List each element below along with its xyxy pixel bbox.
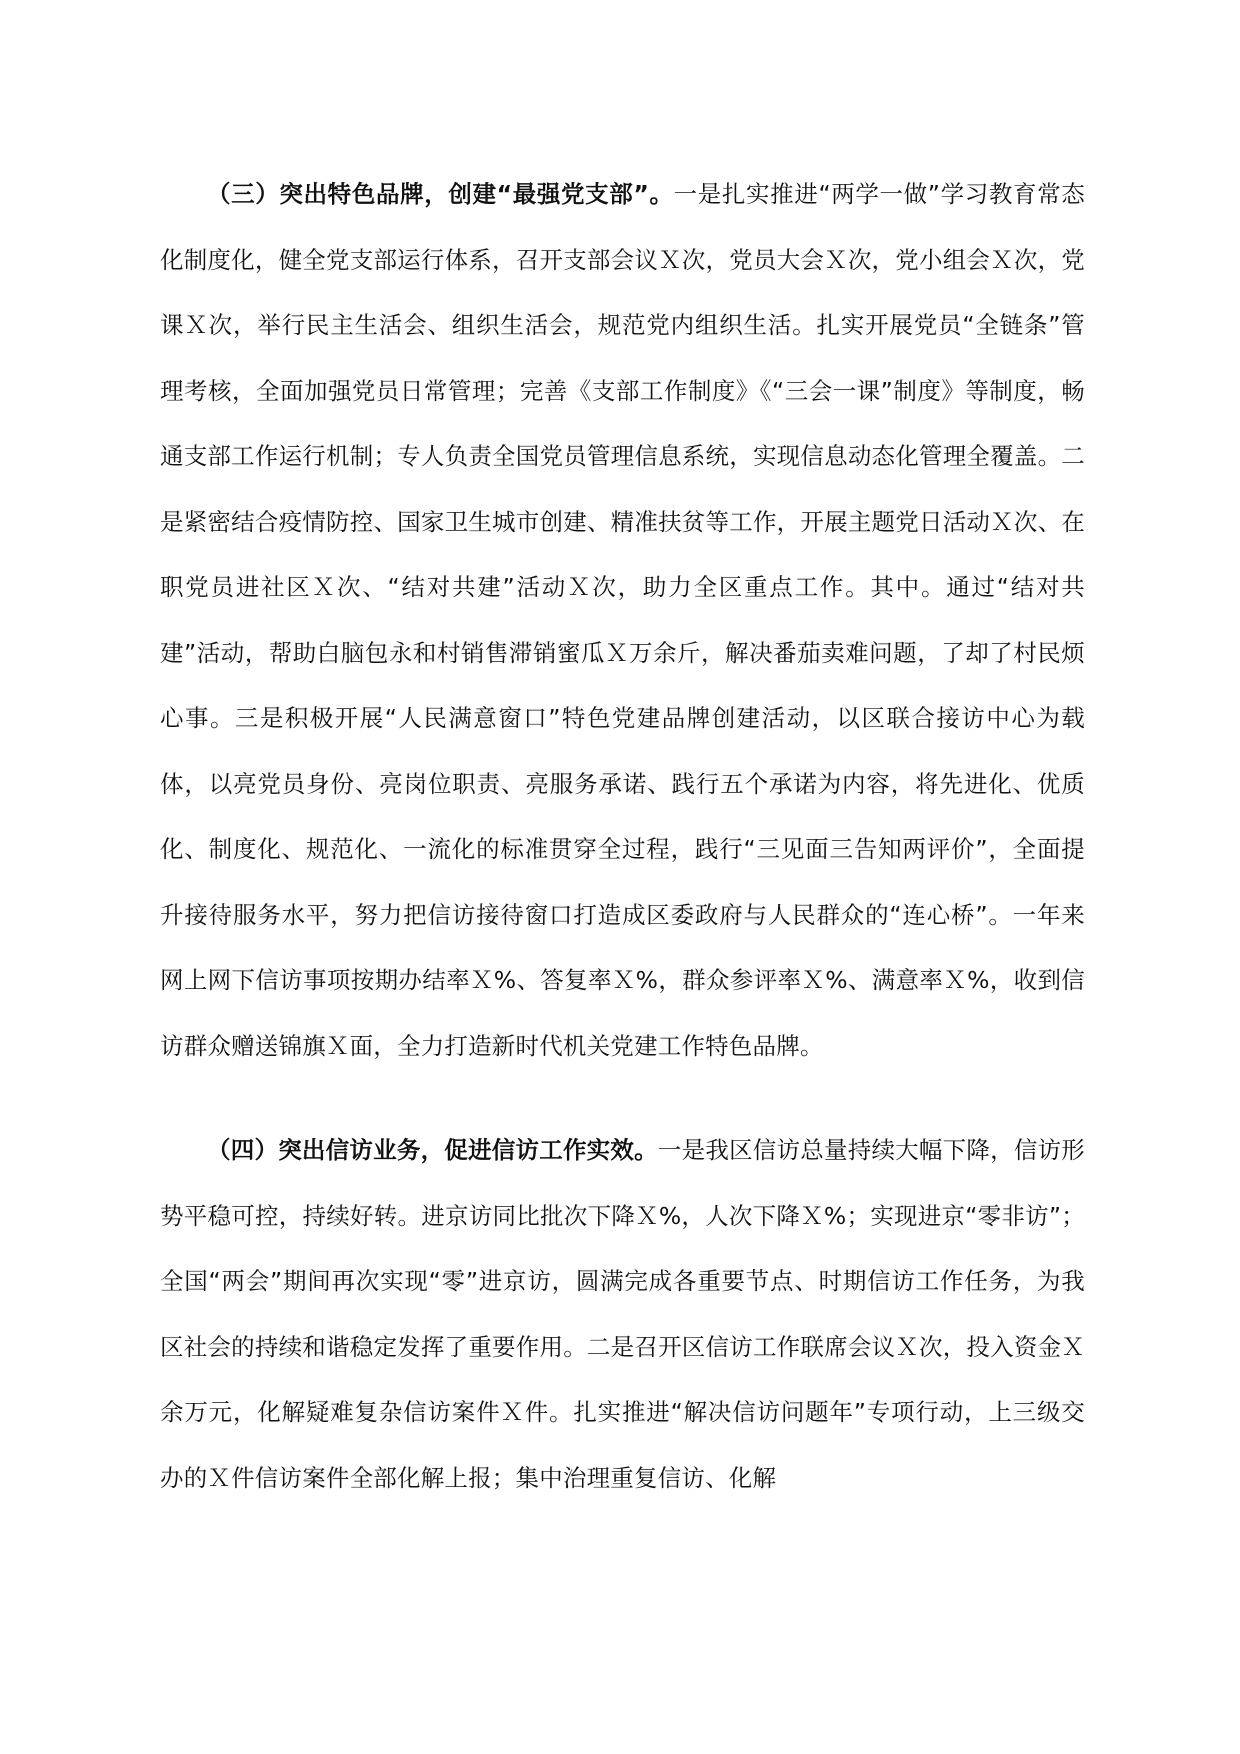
document-body [160,162,1085,1511]
section-heading-3: （三）突出特色品牌，创建“最强党支部”。 [207,180,674,208]
section-body-3: 一是扎实推进“两学一做”学习教育常态化制度化，健全党支部运行体系，召开支部会议Ｘ次，党员大会Ｘ次，党小组会Ｘ次，党课Ｘ次，举行民主生活会、组织生活会，规范党内组织生活。扎实开展党员“全链条”管理考核，全面加强党员日常管理；完善《支部工作制度》《“三会一课”制度》等制度，畅通支部工作运行机制；专人负责全国党员管理信息系统，实现信息动态化管理全覆盖。二是紧密结合疫情防控、国家卫生城市创建、精准扶贫等工作，开展主题党日活动Ｘ次、在职党员进社区Ｘ次、“结对共建”活动Ｘ次，助力全区重点工作。其中。通过“结对共建”活动，帮助白脑包永和村销售滞销蜜瓜Ｘ万余斤，解决番茄卖难问题，了却了村民烦心事。三是积极开展“人民满意窗口”特色党建品牌创建活动，以区联合接访中心为载体，以亮党员身份、亮岗位职责、亮服务承诺、践行五个承诺为内容，将先进化、优质化、制度化、规范化、一流化的标准贯穿全过程，践行“三见面三告知两评价”，全面提升接待服务水平，努力把信访接待窗口打造成区委政府与人民群众的“连心桥”。一年来网上网下信访事项按期办结率Ｘ%、答复率Ｘ%，群众参评率Ｘ%、满意率Ｘ%，收到信访群众赠送锦旗Ｘ面，全力打造新时代机关党建工作特色品牌。 [160,180,1085,1060]
section-paragraph-3 [160,162,1085,1079]
section-body-4: 一是我区信访总量持续大幅下降，信访形势平稳可控，持续好转。进京访同比批次下降Ｘ%，人次下降Ｘ%；实现进京“零非访”；全国“两会”期间再次实现“零”进京访，圆满完成各重要节点、时期信访工作任务，为我区社会的持续和谐稳定发挥了重要作用。二是召开区信访工作联席会议Ｘ次，投入资金Ｘ余万元，化解疑难复杂信访案件Ｘ件。扎实推进“解决信访问题年”专项行动，上三级交办的Ｘ件信访案件全部化解上报；集中治理重复信访、化解 [160,1136,1085,1492]
section-paragraph-4 [160,1118,1085,1511]
section-heading-4: （四）突出信访业务，促进信访工作实效。 [207,1136,658,1164]
